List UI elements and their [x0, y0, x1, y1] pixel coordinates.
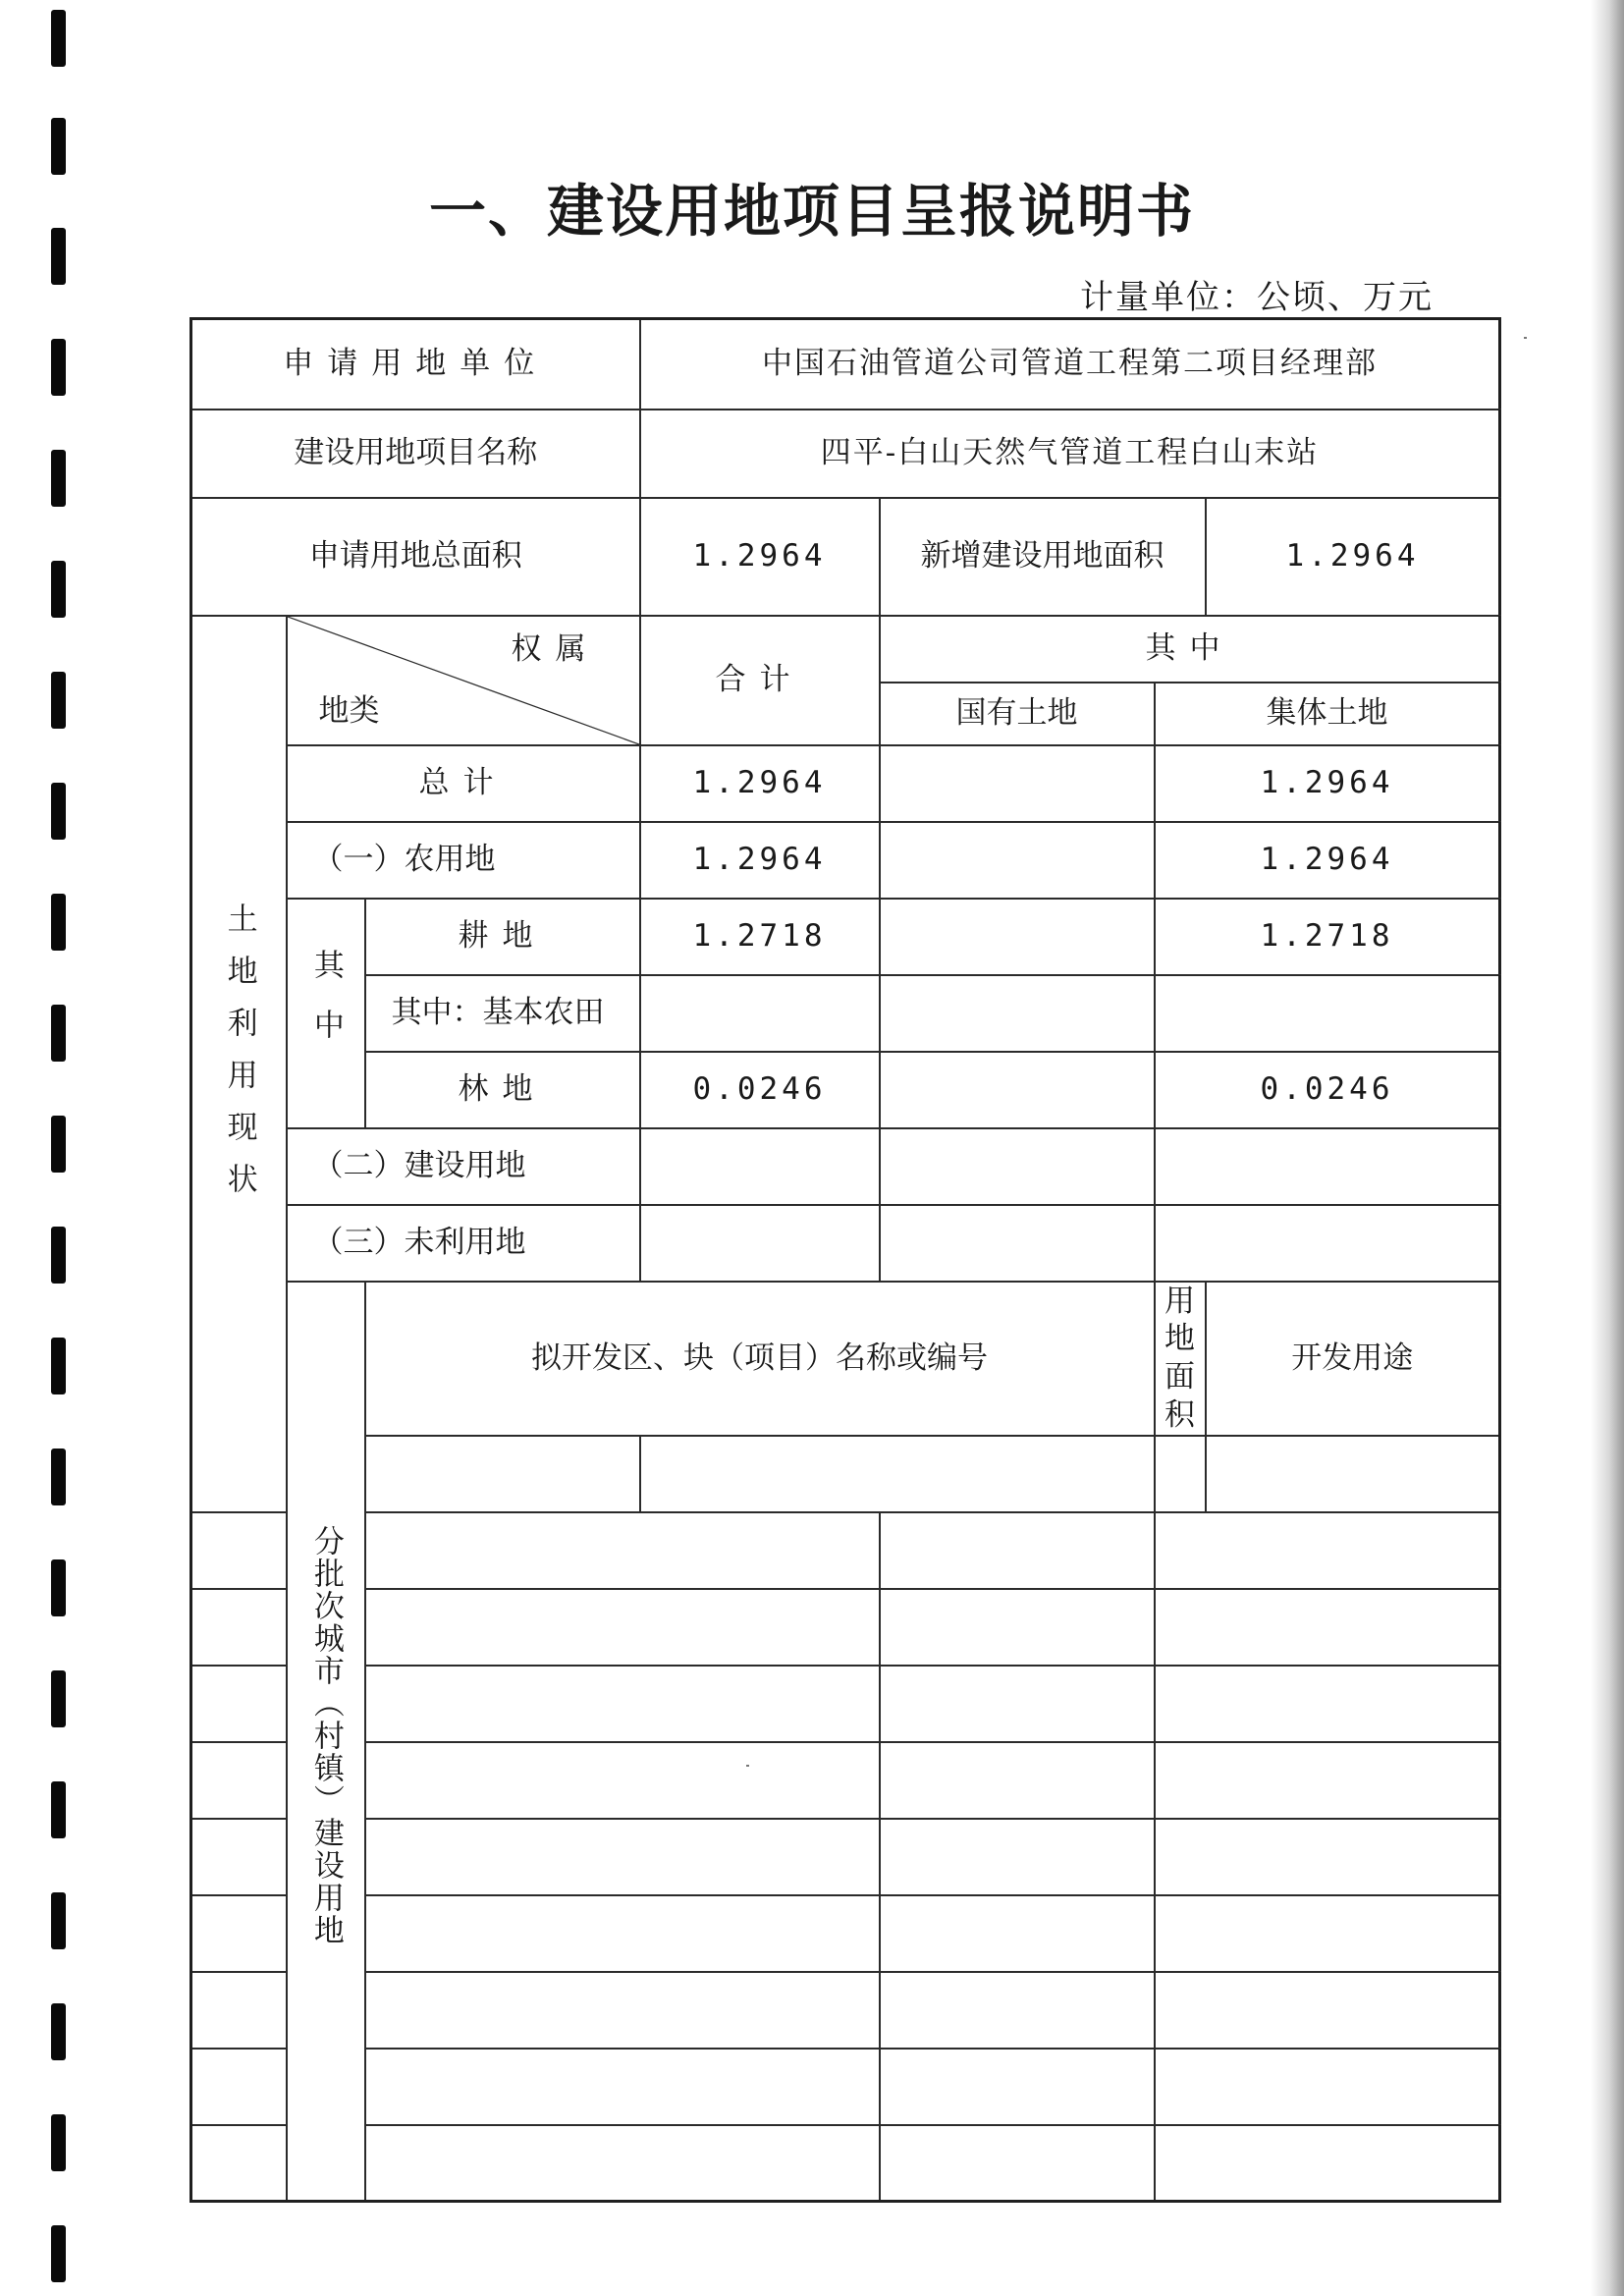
- batch-name-cell: [365, 1895, 880, 1972]
- applicant-label: 申请用地单位: [191, 319, 640, 410]
- batch-row: [191, 2125, 1500, 2202]
- land-use-row: [191, 1205, 1500, 1282]
- row-state: [880, 1052, 1155, 1128]
- binding-hole-mark: [51, 1338, 66, 1394]
- batch-area-cell: [880, 1666, 1155, 1742]
- row-state: [880, 822, 1155, 899]
- binding-hole-mark: [51, 1116, 66, 1173]
- land-use-row: [191, 899, 1500, 975]
- land-use-side-label: 土地利用现状: [221, 902, 257, 1216]
- row-collective: [1155, 1128, 1500, 1205]
- batch-use-cell: [1155, 1895, 1500, 1972]
- batch-index-cell: [191, 2125, 287, 2202]
- batch-use-cell: [1155, 1742, 1500, 1819]
- row-total: 1.2718: [640, 899, 880, 975]
- project-row: [191, 410, 1500, 498]
- land-use-row: [191, 975, 1500, 1052]
- binding-hole-mark: [51, 1227, 66, 1284]
- row-total: 1.2964: [640, 745, 880, 822]
- row-label: （三）未利用地: [287, 1205, 640, 1282]
- new-area-label: 新增建设用地面积: [880, 498, 1206, 616]
- scan-speck: [1524, 337, 1527, 339]
- row-label: （二）建设用地: [287, 1128, 640, 1205]
- batch-index-cell: [191, 1589, 287, 1666]
- binding-hole-mark: [51, 1559, 66, 1616]
- land-use-header-row: [191, 616, 1500, 683]
- batch-area-cell: [1155, 1436, 1206, 1512]
- batch-row: [191, 2049, 1500, 2125]
- batch-row: [191, 1895, 1500, 1972]
- binding-hole-mark: [51, 672, 66, 729]
- row-collective: [1155, 1205, 1500, 1282]
- batch-side-label-cell: [287, 1282, 365, 2202]
- binding-hole-mark: [51, 450, 66, 507]
- batch-row: [191, 1666, 1500, 1742]
- batch-area-cell: [880, 1972, 1155, 2049]
- sub-group-label-cell: [287, 899, 365, 1128]
- batch-use-header: 开发用途: [1206, 1282, 1500, 1436]
- batch-row: [191, 1436, 1500, 1512]
- batch-area-cell: [880, 2049, 1155, 2125]
- binding-hole-mark: [51, 894, 66, 951]
- applicant-row: [191, 319, 1500, 410]
- batch-name-cell: [365, 2049, 880, 2125]
- project-value: 四平-白山天然气管道工程白山末站: [640, 410, 1500, 498]
- land-use-row: [191, 1052, 1500, 1128]
- batch-index-cell: [191, 1895, 287, 1972]
- row-state: [880, 745, 1155, 822]
- total-area-value: 1.2964: [640, 498, 880, 616]
- row-collective: 1.2964: [1155, 822, 1500, 899]
- row-label: （一）农用地: [287, 822, 640, 899]
- batch-name-cell: [365, 1666, 880, 1742]
- of-which-header: 其中: [880, 616, 1500, 683]
- row-total: 0.0246: [640, 1052, 880, 1128]
- row-label: 其中：基本农田: [365, 975, 640, 1052]
- land-use-side-label-cell: [191, 616, 287, 1512]
- binding-hole-mark: [51, 1670, 66, 1727]
- row-label: 总计: [287, 745, 640, 822]
- land-use-row: [191, 745, 1500, 822]
- batch-area-cell: [880, 1512, 1155, 1589]
- batch-use-cell: [1155, 1512, 1500, 1589]
- batch-index-cell: [191, 1819, 287, 1895]
- binding-hole-mark: [51, 10, 66, 67]
- row-state: [880, 1205, 1155, 1282]
- project-label: 建设用地项目名称: [191, 410, 640, 498]
- ownership-header: 权属: [511, 630, 600, 667]
- row-collective: 1.2718: [1155, 899, 1500, 975]
- batch-use-cell: [1155, 2049, 1500, 2125]
- sub-group-label: 其中: [307, 948, 344, 1068]
- binding-hole-mark: [51, 2225, 66, 2282]
- row-total: 1.2964: [640, 822, 880, 899]
- batch-side-label: 分批次城市（村镇）建设用地: [307, 1525, 344, 1947]
- row-total: [640, 1205, 880, 1282]
- batch-use-cell: [1206, 1436, 1500, 1512]
- state-land-header: 国有土地: [880, 683, 1155, 745]
- row-label: 耕地: [365, 899, 640, 975]
- batch-name-cell: [365, 1742, 880, 1819]
- batch-name-cell: [365, 1589, 880, 1666]
- binding-hole-mark: [51, 561, 66, 618]
- total-column-header: 合计: [640, 616, 880, 745]
- page-edge-shadow: [1591, 0, 1624, 2296]
- collective-land-header: 集体土地: [1155, 683, 1500, 745]
- batch-row: [191, 1742, 1500, 1819]
- area-row: [191, 498, 1500, 616]
- batch-row: [191, 1512, 1500, 1589]
- batch-name-cell: [640, 1436, 1155, 1512]
- binding-hole-mark: [51, 783, 66, 840]
- new-area-value: 1.2964: [1206, 498, 1500, 616]
- batch-area-cell: [880, 1895, 1155, 1972]
- page-title: 一、建设用地项目呈报说明书: [428, 178, 1195, 245]
- batch-use-cell: [1155, 1972, 1500, 2049]
- batch-name-header: 拟开发区、块（项目）名称或编号: [365, 1282, 1155, 1436]
- batch-area-cell: [880, 1589, 1155, 1666]
- land-type-header: 地类: [318, 692, 380, 729]
- batch-row: [191, 1589, 1500, 1666]
- batch-use-cell: [1155, 1666, 1500, 1742]
- row-collective: 0.0246: [1155, 1052, 1500, 1128]
- batch-area-header: 用地面积: [1155, 1282, 1206, 1436]
- batch-area-cell: [880, 2125, 1155, 2202]
- row-state: [880, 1128, 1155, 1205]
- binding-hole-mark: [51, 1892, 66, 1949]
- batch-area-cell: [880, 1742, 1155, 1819]
- batch-use-cell: [1155, 2125, 1500, 2202]
- diagonal-header-cell: [287, 616, 640, 745]
- binding-hole-mark: [51, 1781, 66, 1838]
- land-use-row: [191, 1128, 1500, 1205]
- binding-hole-mark: [51, 339, 66, 396]
- row-collective: [1155, 975, 1500, 1052]
- batch-index-cell: [191, 1742, 287, 1819]
- batch-use-cell: [1155, 1819, 1500, 1895]
- batch-index-cell: [191, 1972, 287, 2049]
- row-state: [880, 975, 1155, 1052]
- land-use-report-form: [189, 317, 1501, 2203]
- batch-index-cell: [191, 1666, 287, 1742]
- batch-name-cell: [365, 2125, 880, 2202]
- binding-hole-mark: [51, 2003, 66, 2060]
- batch-area-cell: [880, 1819, 1155, 1895]
- batch-name-cell: [365, 1819, 880, 1895]
- batch-name-cell: [365, 1512, 880, 1589]
- unit-note: 计量单位：公顷、万元: [1080, 278, 1434, 317]
- row-state: [880, 899, 1155, 975]
- binding-hole-mark: [51, 1005, 66, 1062]
- binding-hole-mark: [51, 2114, 66, 2171]
- land-use-row: [191, 822, 1500, 899]
- row-total: [640, 1128, 880, 1205]
- binding-hole-mark: [51, 1449, 66, 1505]
- batch-row: [191, 1972, 1500, 2049]
- batch-name-cell: [365, 1972, 880, 2049]
- total-area-label: 申请用地总面积: [191, 498, 640, 616]
- batch-use-cell: [1155, 1589, 1500, 1666]
- row-label: 林地: [365, 1052, 640, 1128]
- batch-index-cell: [191, 1512, 287, 1589]
- applicant-value: 中国石油管道公司管道工程第二项目经理部: [640, 319, 1500, 410]
- row-collective: 1.2964: [1155, 745, 1500, 822]
- batch-index-cell: [191, 2049, 287, 2125]
- batch-row: [191, 1819, 1500, 1895]
- batch-header-row: [191, 1282, 1500, 1436]
- row-total: [640, 975, 880, 1052]
- batch-index-cell: [365, 1436, 640, 1512]
